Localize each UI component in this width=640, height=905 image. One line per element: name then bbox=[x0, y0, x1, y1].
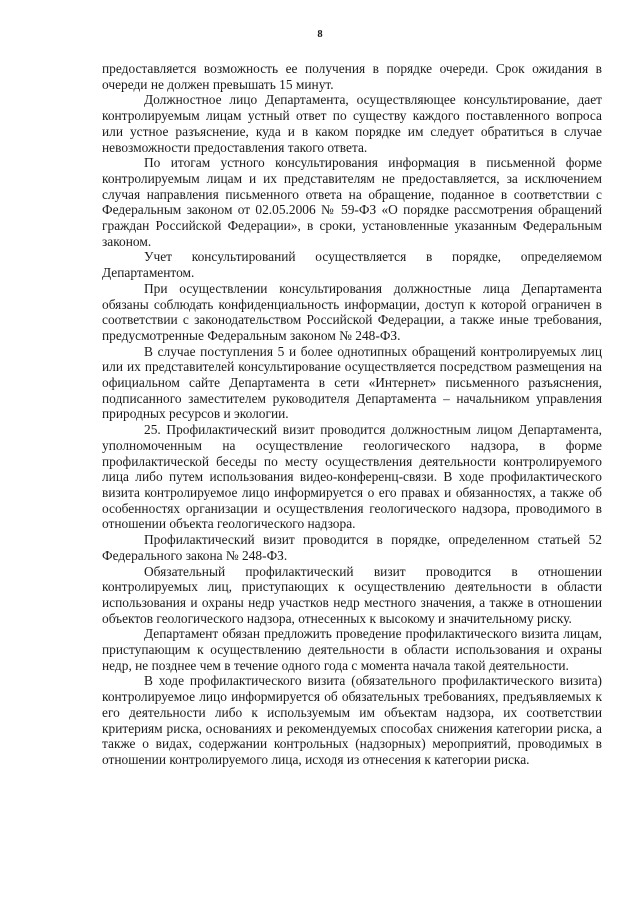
page-number: 8 bbox=[317, 29, 323, 40]
paragraph-department-obliged: Департамент обязан предложить проведение профилактического визита лицам, приступающим к осуществлению деятельности в области использования и охраны недр, не позднее чем в течение одного года с момента начала такой деятельности. bbox=[102, 626, 602, 673]
paragraph-visit-procedure: Профилактический визит проводится в порядке, определенном статьей 52 Федерального закона № 248-ФЗ. bbox=[102, 532, 602, 563]
paragraph-oral-answer: Должностное лицо Департамента, осуществляющее консультирование, дает контролируемым лицам устный ответ по существу каждого поставленного вопроса или устное разъяснение, куда и в каком порядке им следует обратиться в случае невозможности предоставления такого ответа. bbox=[102, 92, 602, 155]
paragraph-similar-requests: В случае поступления 5 и более однотипных обращений контролируемых лиц или их представителей консультирование осуществляется посредством размещения на официальном сайте Департамента в сети «Интернет» письменного разъяснения, подписанного заместителем руководителя Департамента – начальником управления природных ресурсов и экологии. bbox=[102, 343, 602, 422]
paragraph-consultation-accounting: Учет консультирований осуществляется в порядке, определяемом Департаментом. bbox=[102, 249, 602, 281]
paragraph-written-info: По итогам устного консультирования информация в письменной форме контролируемым лицам и их представителям не предоставляется, за исключением случая направления письменного ответа на обращение, поданное в соответствии с Федеральным законом от 02.05.2006 № 59-ФЗ «О порядке рассмотрения обращений граждан Российской Федерации», в сроки, установленные указанным Федеральным законом. bbox=[102, 155, 602, 249]
paragraph-mandatory-visit: Обязательный профилактический визит проводится в отношении контролируемых лиц, приступающих к осуществлению деятельности в области использования и охраны недр участков недр местного значения, а также в отношении объектов геологического надзора, отнесенных к высокому и значительному риску. bbox=[102, 563, 602, 626]
paragraph-item-25: 25. Профилактический визит проводится должностным лицом Департамента, уполномоченным на осуществление геологического надзора, в форме профилактической беседы по месту осуществления деятельности контролируемого лица либо путем использования видео-конференц-связи. В ходе профилактического визита контролируемое лицо информируется о его правах и обязанностях, а также об особенностях организации и осуществления геологического надзора, проводимого в отношении объекта геологического надзора. bbox=[102, 422, 602, 532]
document-body bbox=[102, 61, 602, 768]
paragraph-continued: предоставляется возможность ее получения в порядке очереди. Срок ожидания в очереди не должен превышать 15 минут. bbox=[102, 61, 602, 92]
paragraph-visit-content: В ходе профилактического визита (обязательного профилактического визита) контролируемое лицо информируется об обязательных требованиях, предъявляемых к его деятельности либо к используемым им объектам надзора, их соответствии критериям риска, основаниях и рекомендуемых способах снижения категории риска, а также о видах, содержании контрольных (надзорных) мероприятий, проводимых в отношении контролируемого лица, исходя из отнесения к категории риска. bbox=[102, 673, 602, 767]
paragraph-confidentiality: При осуществлении консультирования должностные лица Департамента обязаны соблюдать конфиденциальность информации, доступ к которой ограничен в соответствии с законодательством Российской Федерации, а также иные требования, предусмотренные Федеральным законом № 248-ФЗ. bbox=[102, 280, 602, 343]
